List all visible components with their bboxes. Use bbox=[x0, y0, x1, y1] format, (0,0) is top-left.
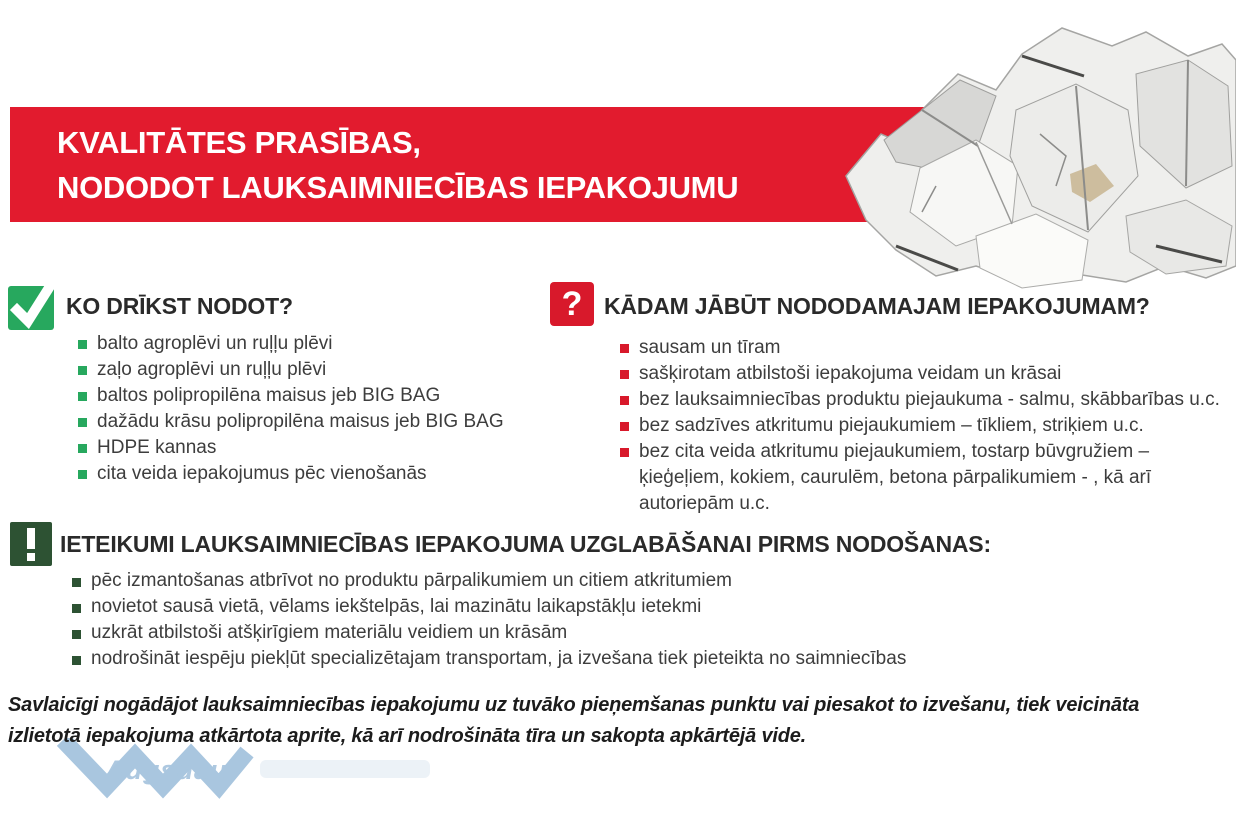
bullet-square-icon bbox=[620, 448, 629, 457]
section-title-requirements: KĀDAM JĀBŪT NODODAMAJAM IEPAKOJUMAM? bbox=[604, 293, 1150, 319]
list-item-text: sausam un tīram bbox=[639, 337, 781, 358]
list-item-text: HDPE kannas bbox=[97, 437, 217, 458]
list-item bbox=[78, 383, 504, 409]
bullet-square-icon bbox=[78, 418, 87, 427]
list-item bbox=[78, 409, 504, 435]
list-item bbox=[78, 435, 504, 461]
poster-title-line-2: NODODOT LAUKSAIMNIECĪBAS IEPAKOJUMU bbox=[57, 169, 739, 205]
list-item bbox=[72, 620, 906, 646]
list-item-text: balto agroplēvi un ruļļu plēvi bbox=[97, 333, 333, 354]
list-item bbox=[620, 439, 1236, 517]
list-item bbox=[72, 594, 906, 620]
recommendations-list bbox=[72, 568, 906, 672]
list-item bbox=[72, 568, 906, 594]
big-bags-photo bbox=[826, 16, 1236, 292]
list-item-text: bez cita veida atkritumu piejaukumiem, tostarp būvgružiem – ķieģeļiem, kokiem, caurulēm, betona pārpalikumiem - , kā arī autoriepām u.c. bbox=[639, 441, 1152, 514]
closing-note bbox=[8, 690, 1236, 752]
bullet-square-icon bbox=[620, 344, 629, 353]
bullet-square-icon bbox=[78, 366, 87, 375]
bullet-square-icon bbox=[78, 444, 87, 453]
list-item bbox=[72, 646, 906, 672]
list-item-text: uzkrāt atbilstoši atšķirīgiem materiālu veidiem un krāsām bbox=[91, 622, 568, 643]
bullet-square-icon bbox=[620, 370, 629, 379]
list-item bbox=[620, 361, 1236, 387]
list-item-text: bez sadzīves atkritumu piejaukumiem – tīkliem, striķiem u.c. bbox=[639, 415, 1144, 436]
list-item-text: novietot sausā vietā, vēlams iekštelpās, lai mazinātu laikapstākļu ietekmi bbox=[91, 596, 702, 617]
list-item bbox=[620, 413, 1236, 439]
list-item-text: cita veida iepakojumus pēc vienošanās bbox=[97, 463, 427, 484]
list-item-text: bez lauksaimniecības produktu piejaukuma - salmu, skābbarības u.c. bbox=[639, 389, 1220, 410]
section-title-allowed: KO DRĪKST NODOT? bbox=[66, 293, 293, 319]
bullet-square-icon bbox=[620, 422, 629, 431]
bullet-square-icon bbox=[620, 396, 629, 405]
requirements-list bbox=[620, 335, 1236, 517]
watermark-text: Augsdau bbox=[105, 755, 228, 785]
poster-title-line-1: KVALITĀTES PRASĪBAS, bbox=[57, 124, 421, 160]
section-title-recommendations: IETEIKUMI LAUKSAIMNIECĪBAS IEPAKOJUMA UZGLABĀŠANAI PIRMS NODOŠANAS: bbox=[60, 531, 991, 557]
bullet-square-icon bbox=[78, 470, 87, 479]
bullet-square-icon bbox=[78, 392, 87, 401]
list-item-text: pēc izmantošanas atbrīvot no produktu pārpalikumiem un citiem atkritumiem bbox=[91, 570, 733, 591]
list-item bbox=[620, 387, 1236, 413]
bullet-square-icon bbox=[72, 604, 81, 613]
check-icon bbox=[8, 280, 56, 330]
question-glyph: ? bbox=[561, 285, 583, 323]
exclamation-icon bbox=[10, 522, 52, 566]
list-item bbox=[78, 461, 504, 487]
bullet-square-icon bbox=[72, 656, 81, 665]
bullet-square-icon bbox=[72, 578, 81, 587]
bullet-square-icon bbox=[78, 340, 87, 349]
exclamation-dot bbox=[27, 553, 35, 561]
list-item-text: baltos polipropilēna maisus jeb BIG BAG bbox=[97, 385, 441, 406]
closing-note-line-1: Savlaicīgi nogādājot lauksaimniecības iepakojumu uz tuvāko pieņemšanas punktu vai piesakot to izvešanu, tiek veicināta bbox=[8, 694, 1140, 716]
list-item-text: sašķirotam atbilstoši iepakojuma veidam un krāsai bbox=[639, 363, 1062, 384]
list-item-text: nodrošināt iespēju piekļūt specializētajam transportam, ja izvešana tiek pieteikta no saimniecības bbox=[91, 648, 907, 669]
list-item bbox=[78, 331, 504, 357]
list-item bbox=[78, 357, 504, 383]
closing-note-line-2: izlietotā iepakojuma atkārtota aprite, kā arī nodrošināta tīra un sakopta apkārtējā vide. bbox=[8, 725, 807, 747]
big-bags-illustration bbox=[826, 16, 1236, 292]
bullet-square-icon bbox=[72, 630, 81, 639]
allowed-list bbox=[78, 331, 504, 487]
list-item bbox=[620, 335, 1236, 361]
question-icon bbox=[550, 282, 594, 326]
list-item-text: zaļo agroplēvi un ruļļu plēvi bbox=[97, 359, 327, 380]
list-item-text: dažādu krāsu polipropilēna maisus jeb BIG BAG bbox=[97, 411, 504, 432]
exclamation-bar bbox=[27, 528, 35, 549]
